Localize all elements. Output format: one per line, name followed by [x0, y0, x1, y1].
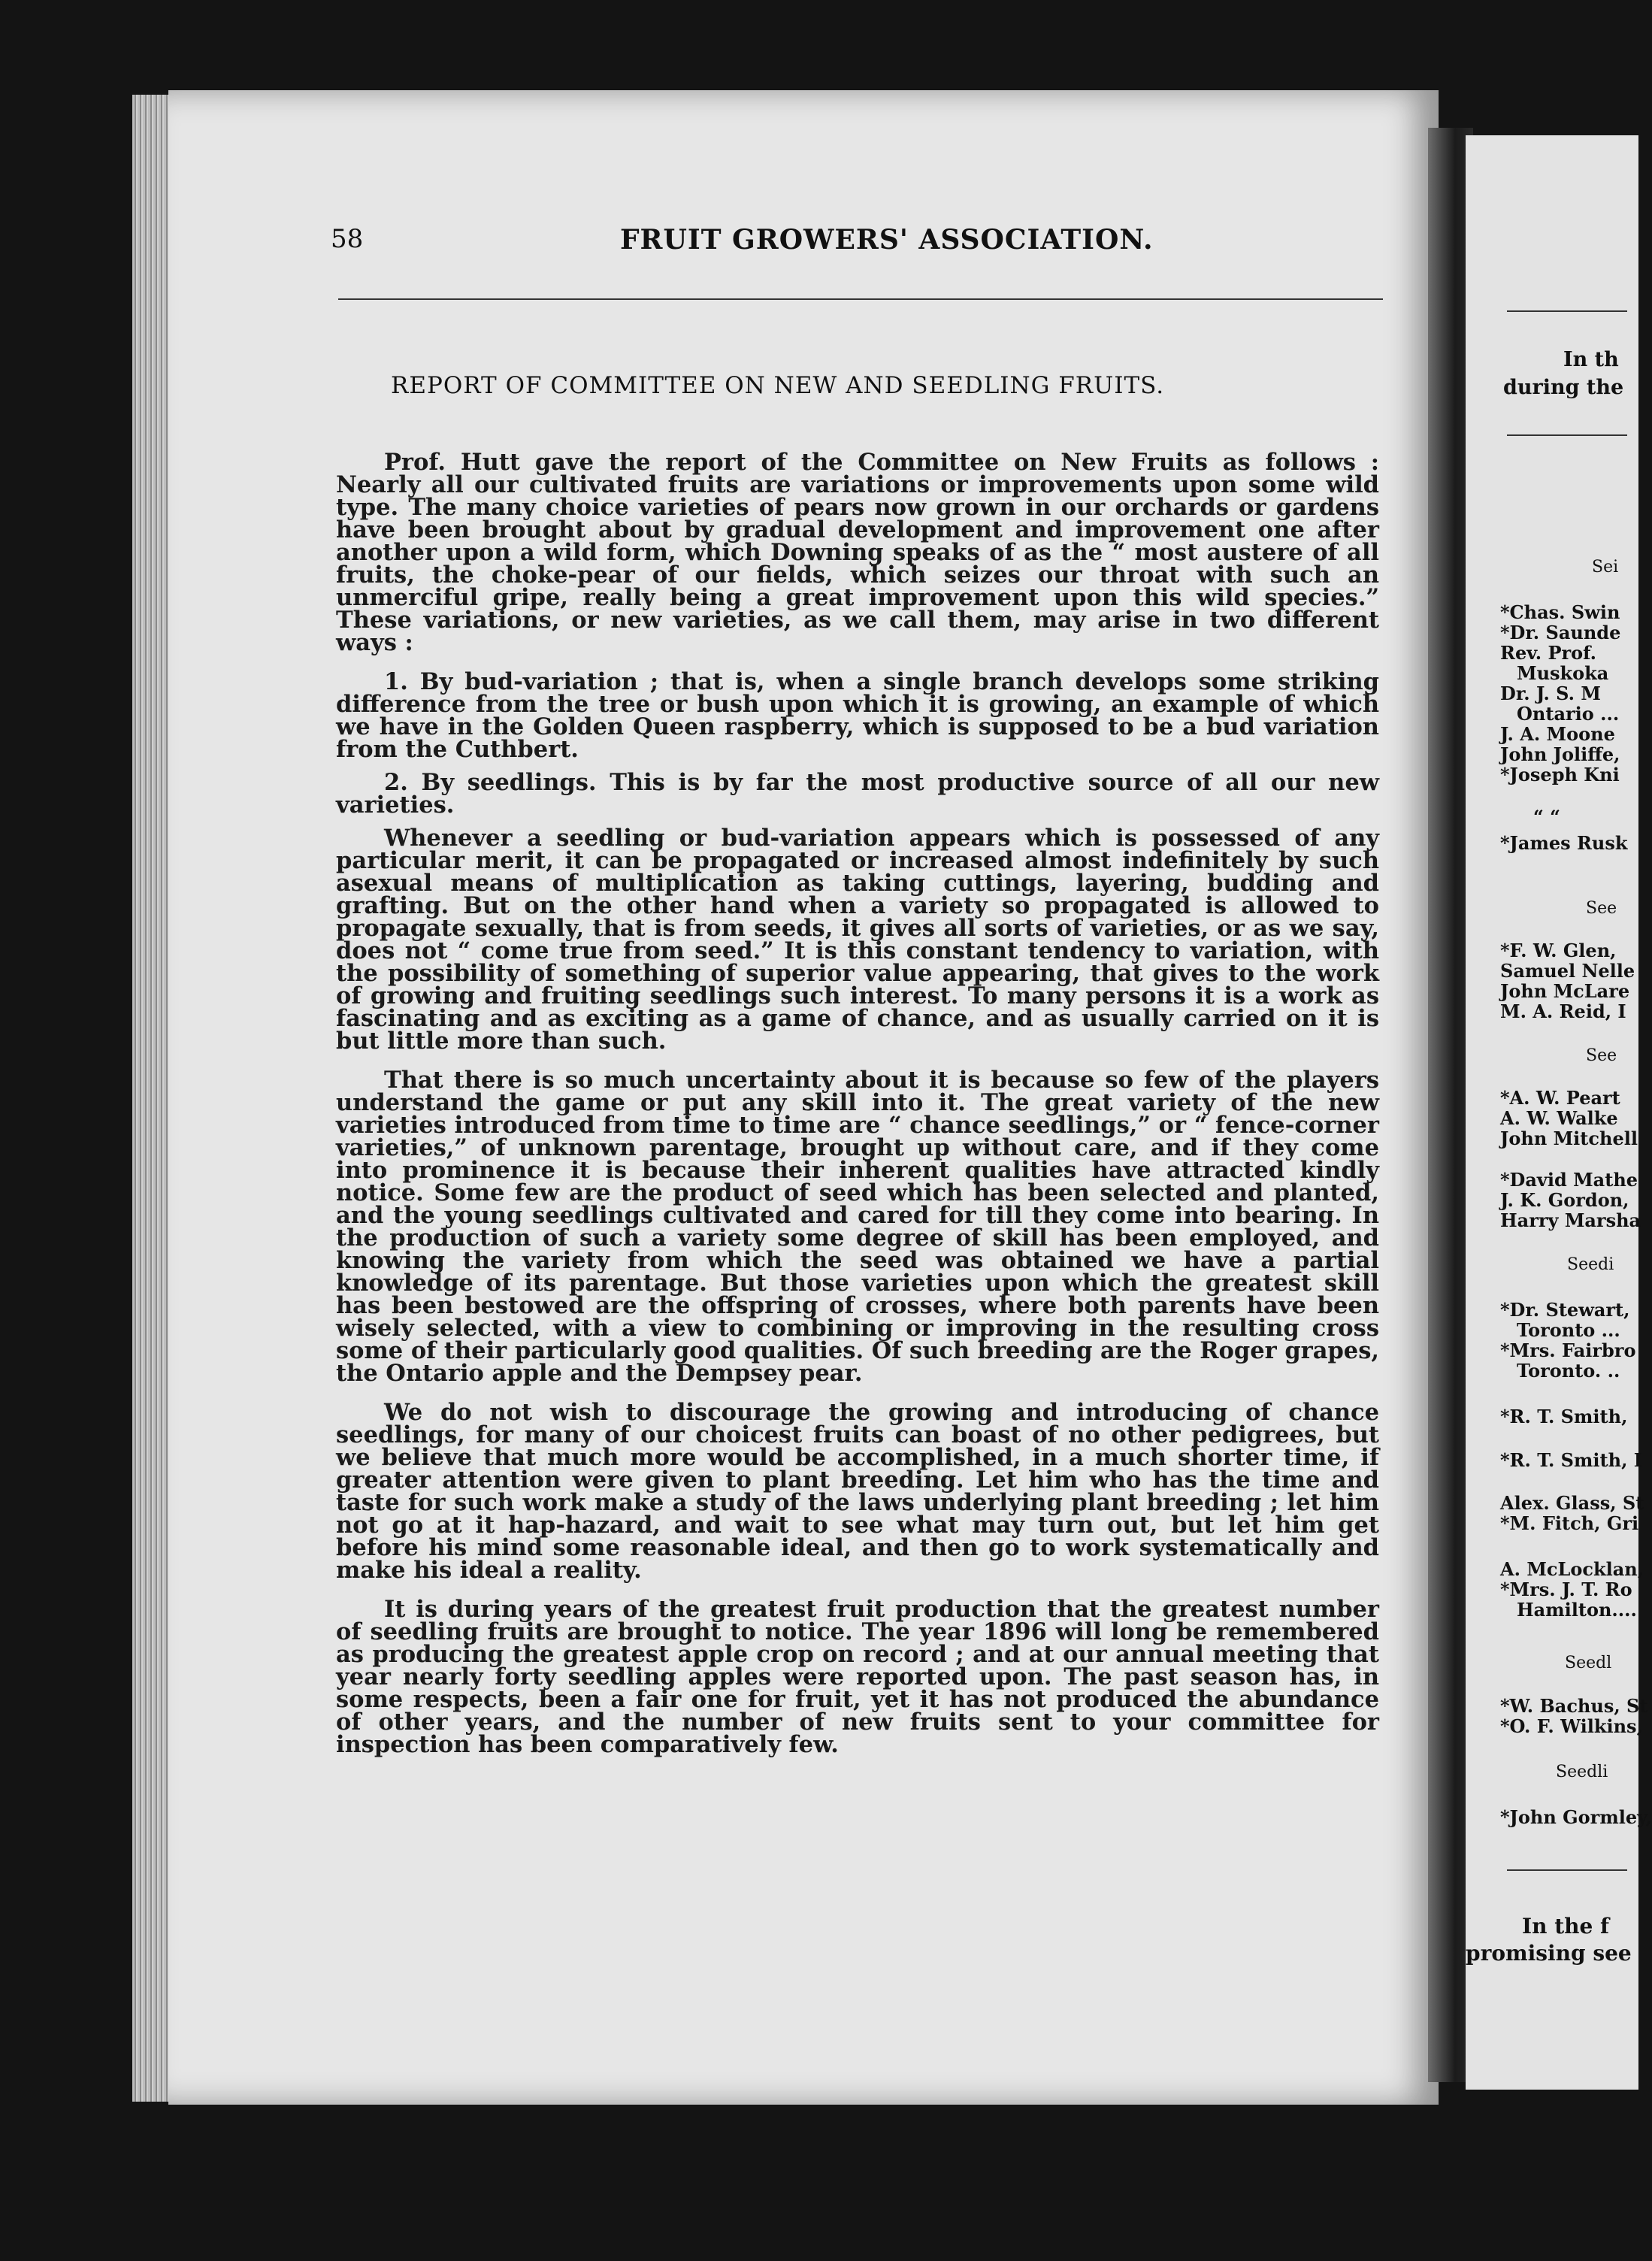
facing-entry: *Mrs. J. T. Ro	[1500, 1578, 1632, 1600]
facing-page-rule	[1507, 310, 1627, 312]
facing-entry: *M. Fitch, Gri	[1500, 1512, 1639, 1534]
facing-footer-line: promising see	[1466, 1941, 1632, 1966]
facing-entry: John McLare	[1500, 980, 1630, 1002]
facing-entry: M. A. Reid, I	[1500, 1000, 1626, 1022]
report-title: REPORT OF COMMITTEE ON NEW AND SEEDLING FRUITS.	[391, 372, 1165, 399]
facing-entry: *A. W. Peart	[1500, 1087, 1620, 1109]
facing-entry: Dr. J. S. M	[1500, 683, 1601, 704]
facing-entry: Toronto. ..	[1517, 1360, 1620, 1382]
facing-entry: Hamilton....	[1517, 1599, 1637, 1621]
facing-entry: Toronto ...	[1517, 1319, 1620, 1341]
facing-entry: *R. T. Smith,	[1500, 1406, 1628, 1427]
facing-entry: John Joliffe,	[1500, 743, 1620, 765]
facing-entry: See	[1586, 899, 1617, 918]
page-number: 58	[331, 224, 364, 254]
paragraph-1896-season: It is during years of the greatest fruit production that the greatest number of seedling fruits are brought to notice. The year 1896 will long be remembered as producing the greatest apple crop on record ; and at our annual meeting that year nearly forty seedling apples were reported upon. The past season has, in some respects, been a fair one for fruit, yet it has not produced the abundance of other years, and the number of new fruits sent to your committee for inspection has been comparatively few.	[336, 1596, 1379, 1758]
facing-entry: *O. F. Wilkins,	[1500, 1715, 1643, 1737]
paragraph-plant-breeding: We do not wish to discourage the growing and introducing of chance seedlings, for many of our choicest fruits can boast of no other pedigrees, but we believe that much more would be accomplished, in a much shorter time, if greater attention were given to plant breeding. Let him who has the time and taste for such work make a study of the laws underlying plant breeding ; let him not go at it hap-hazard, and wait to see what may turn out, but let him get before his mind some reasonable ideal, and then go to work systematically and make his ideal a reality.	[336, 1399, 1379, 1584]
facing-entry: John Mitchell	[1500, 1127, 1638, 1149]
facing-page-rule	[1507, 1869, 1627, 1871]
facing-entry: Samuel Nelle	[1500, 960, 1635, 982]
facing-entry: See	[1586, 1046, 1617, 1065]
facing-entry: *W. Bachus, St	[1500, 1695, 1648, 1717]
report-body	[336, 451, 1379, 1772]
facing-entry: A. McLocklan,	[1500, 1558, 1644, 1580]
facing-entry: Muskoka	[1517, 662, 1609, 684]
facing-entry: “ “	[1533, 806, 1560, 828]
facing-footer-line: In the f	[1522, 1914, 1610, 1939]
facing-entry: Seedli	[1556, 1763, 1608, 1781]
facing-entry: *Dr. Saunde	[1500, 622, 1621, 643]
page-header	[331, 224, 1383, 269]
facing-entry: Harry Marsha	[1500, 1209, 1641, 1231]
paragraph-seedlings: 2. By seedlings. This is by far the most productive source of all our new varieties.	[336, 769, 1379, 819]
facing-entry: Ontario ...	[1517, 703, 1620, 725]
facing-entry: *R. T. Smith, I	[1500, 1449, 1642, 1471]
facing-heading-line: In th	[1563, 348, 1619, 371]
facing-entry: Alex. Glass, St	[1500, 1492, 1644, 1514]
running-title: FRUIT GROWERS' ASSOCIATION.	[620, 224, 1154, 256]
facing-entry: A. W. Walke	[1500, 1107, 1618, 1129]
facing-entry: *John Gormley,	[1500, 1806, 1652, 1828]
paragraph-intro: Prof. Hutt gave the report of the Committee on New Fruits as follows : Nearly all our cultivated fruits are variations or improvements upon some wild type. The many choice varieties of pears now grown in our orchards or gardens have been brought about by gradual development and improvement one after another upon a wild form, which Downing speaks of as the “ most austere of all fruits, the choke-pear of our fields, which seizes our throat with such an unmerciful gripe, really being a great improvement upon this wild species.” These variations, or new varieties, as we call them, may arise in two different ways :	[336, 449, 1379, 656]
facing-entry: *James Rusk	[1500, 832, 1628, 854]
facing-entry: *F. W. Glen,	[1500, 940, 1617, 961]
facing-entry: Rev. Prof.	[1500, 642, 1596, 664]
facing-entry: Sei	[1592, 558, 1619, 577]
paragraph-uncertainty: That there is so much uncertainty about it is because so few of the players understand the game or put any skill into it. The great variety of the new varieties introduced from time to time are “ chance seedlings,” or “ fence-corner varieties,” of unknown parentage, brought up without care, and if they come into prominence it is because their inherent qualities have attracted kindly notice. Some few are the product of seed which has been selected and planted, and the young seedlings cultivated and cared for till they come into bearing. In the production of such a variety some degree of skill has been employed, and knowing the variety from which the seed was obtained we have a partial knowledge of its parentage. But those varieties upon which the greatest skill has been bestowed are the offspring of crosses, where both parents have been wisely selected, with a view to combining or improving in the resulting cross some of their particularly good qualities. Of such breeding are the Roger grapes, the Ontario apple and the Dempsey pear.	[336, 1067, 1379, 1387]
facing-page-rule	[1507, 434, 1627, 436]
paragraph-bud-variation: 1. By bud-variation ; that is, when a single branch develops some striking difference from the tree or bush upon which it is growing, an example of which we have in the Golden Queen raspberry, which is supposed to be a bud variation from the Cuthbert.	[336, 668, 1379, 763]
facing-entry: *David Mathe	[1500, 1169, 1638, 1191]
facing-entry: J. A. Moone	[1500, 723, 1615, 745]
facing-heading-line: during the	[1503, 376, 1624, 399]
facing-entry: *Dr. Stewart,	[1500, 1299, 1630, 1321]
facing-entry: Seedl	[1565, 1654, 1612, 1672]
paragraph-propagation: Whenever a seedling or bud-variation appears which is possessed of any particular merit, it can be propagated or increased almost indefinitely by such asexual means of multiplication as taking cuttings, layering, budding and grafting. But on the other hand when a variety so propagated is allowed to propagate sexually, that is from seeds, it gives all sorts of varieties, or as we say, does not “ come true from seed.” It is this constant tendency to variation, with the possibility of something of superior value appearing, that gives to the work of growing and fruiting seedlings such interest. To many persons it is a work as fascinating and as exciting as a game of chance, and as usually carried on it is but little more than such.	[336, 825, 1379, 1055]
facing-entry: *Mrs. Fairbro	[1500, 1339, 1636, 1361]
facing-entry: J. K. Gordon,	[1500, 1189, 1629, 1211]
facing-entry: *Chas. Swin	[1500, 601, 1620, 623]
facing-entry: Seedi	[1567, 1255, 1614, 1274]
facing-entry: *Joseph Kni	[1500, 764, 1620, 785]
header-rule	[338, 298, 1383, 300]
